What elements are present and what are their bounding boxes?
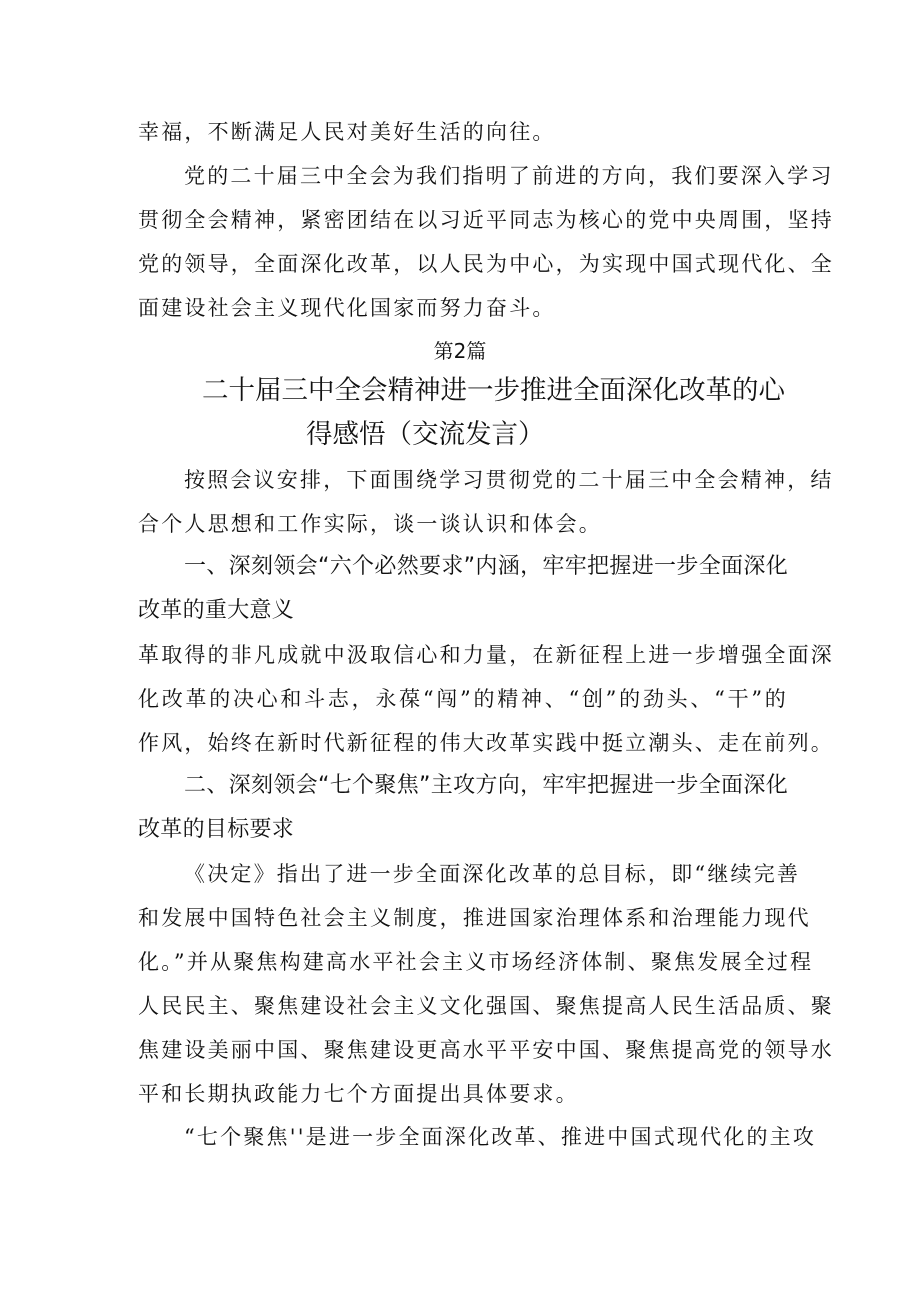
paragraph-line: 按照会议安排，下面围绕学习贯彻党的二十届三中全会精神，结 xyxy=(184,468,834,492)
paragraph-line: “七个聚焦''是进一步全面深化改革、推进中国式现代化的主攻 xyxy=(184,1125,817,1149)
paragraph-line: 化。”并从聚焦构建高水平社会主义市场经济体制、聚焦发展全过程 xyxy=(138,950,814,974)
section-heading: 一、深刻领会“六个必然要求”内涵，牢牢把握进一步全面深化 xyxy=(184,554,788,579)
section-heading: 改革的重大意义 xyxy=(138,598,295,623)
article-title-line2: 得感悟（交流发言） xyxy=(306,419,545,450)
paragraph-line: 贯彻全会精神，紧密团结在以习近平同志为核心的党中央周围，坚持 xyxy=(138,208,834,232)
paragraph-line: 面建设社会主义现代化国家而努力奋斗。 xyxy=(138,296,556,320)
paragraph-line: 党的领导，全面深化改革，以人民为中心，为实现中国式现代化、全 xyxy=(138,252,834,276)
paragraph-line: 平和长期执政能力七个方面提出具体要求。 xyxy=(138,1082,579,1106)
paragraph-line: 作风，始终在新时代新征程的伟大改革实践中挺立潮头、走在前列。 xyxy=(138,731,834,755)
paragraph-line: 焦建设美丽中国、聚焦建设更高水平平安中国、聚焦提高党的领导水 xyxy=(138,1038,834,1062)
section-heading: 改革的目标要求 xyxy=(138,817,295,842)
section-heading: 二、深刻领会“七个聚焦”主攻方向，牢牢把握进一步全面深化 xyxy=(184,773,788,798)
paragraph-line: 人民民主、聚焦建设社会主义文化强国、聚焦提高人民生活品质、聚 xyxy=(138,994,834,1018)
paragraph-line: 党的二十届三中全会为我们指明了前进的方向，我们要深入学习 xyxy=(184,164,834,188)
paragraph-line: 革取得的非凡成就中汲取信心和力量，在新征程上进一步增强全面深 xyxy=(138,643,834,667)
paragraph-line: 和发展中国特色社会主义制度，推进国家治理体系和治理能力现代 xyxy=(138,906,811,930)
paragraph-line: 合个人思想和工作实际，谈一谈认识和体会。 xyxy=(138,512,602,536)
paragraph-line: 化改革的决心和斗志，永葆“闯”的精神、“创”的劲头、“干”的 xyxy=(138,687,788,711)
article-title-line1: 二十届三中全会精神进一步推进全面深化改革的心 xyxy=(202,375,785,406)
paragraph-line: 幸福，不断满足人民对美好生活的向往。 xyxy=(138,120,556,144)
paragraph-line: 《决定》指出了进一步全面深化改革的总目标，即“继续完善 xyxy=(184,862,801,886)
chapter-label: 第2篇 xyxy=(433,339,487,363)
